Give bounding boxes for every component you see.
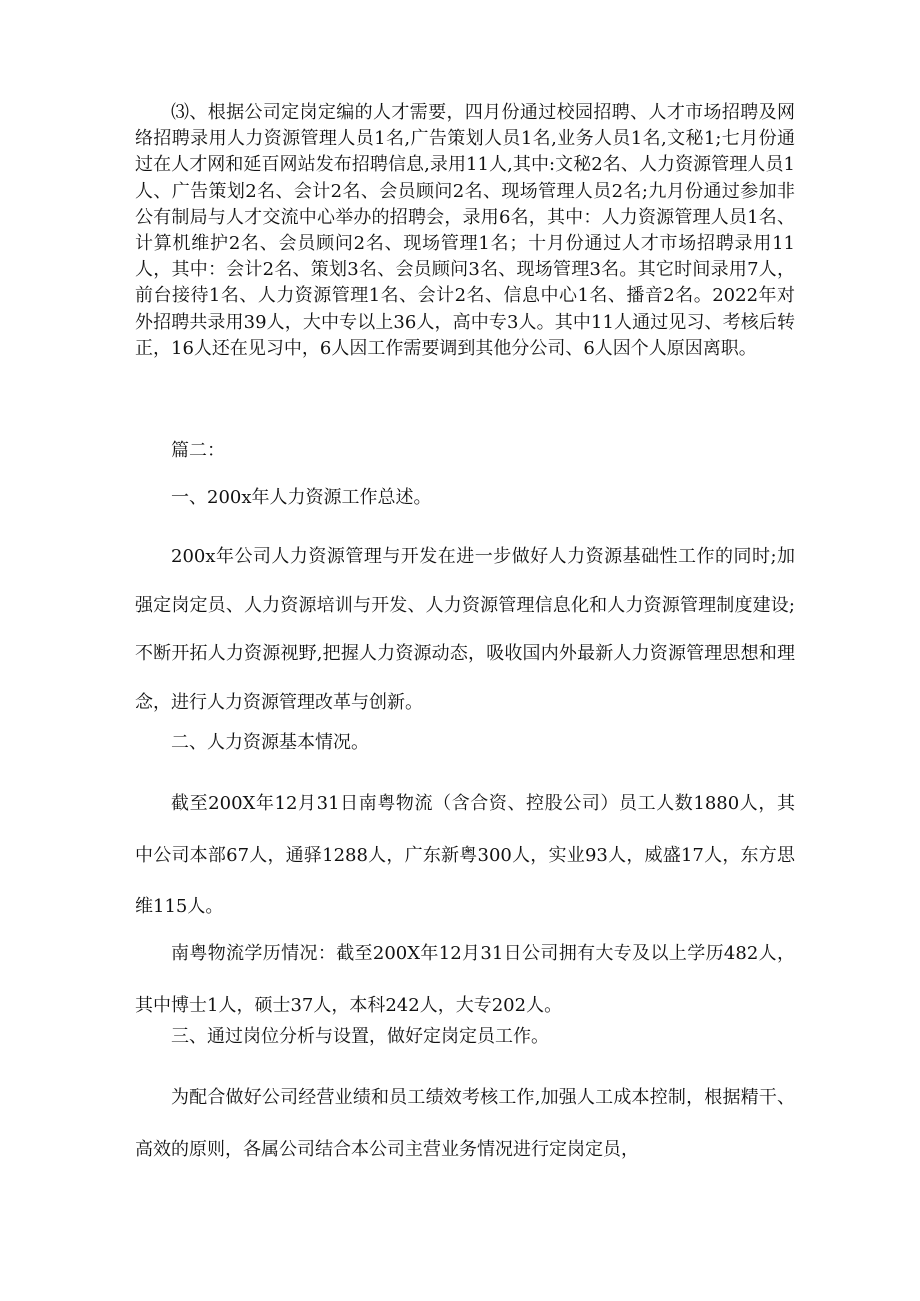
heading-hr-basic-situation: 二、人力资源基本情况。 [171, 732, 369, 753]
heading-hr-overview: 一、200x年人力资源工作总述。 [171, 487, 432, 508]
paragraph-hr-overview: 200x年公司人力资源管理与开发在进一步做好人力资源基础性工作的同时;加强定岗定员、人力资源培训与开发、人力资源管理信息化和人力资源管理制度建设;不断开拓人力资源视野,把握人力资源动态，吸收国内外最新人力资源管理思想和理念，进行人力资源管理改革与创新。 [135, 546, 795, 713]
section-label-part-two: 篇二： [171, 440, 225, 461]
heading-job-analysis: 三、通过岗位分析与设置，做好定岗定员工作。 [171, 1026, 549, 1047]
paragraph-job-analysis: 为配合做好公司经营业绩和员工绩效考核工作,加强人工成本控制，根据精干、高效的原则，各属公司结合本公司主营业务情况进行定岗定员， [135, 1087, 795, 1160]
paragraph-headcount: 截至200X年12月31日南粤物流（含合资、控股公司）员工人数1880人，其中公司本部67人，通驿1288人，广东新粤300人，实业93人，威盛17人，东方思维115人。 [135, 793, 795, 917]
paragraph-recruitment-details: ⑶、根据公司定岗定编的人才需要，四月份通过校园招聘、人才市场招聘及网络招聘录用人力资源管理人员1名,广告策划人员1名,业务人员1名,文秘1;七月份通过在人才网和延百网站发布招聘信息,录用11人,其中:文秘2名、人力资源管理人员1人、广告策划2名、会计2名、会员顾问2名、现场管理人员2名;九月份通过参加非公有制局与人才交流中心举办的招聘会，录用6名，其中：人力资源管理人员1名、计算机维护2名、会员顾问2名、现场管理1名；十月份通过人才市场招聘录用11人，其中：会计2名、策划3名、会员顾问3名、现场管理3名。其它时间录用7人，前台接待1名、人力资源管理1名、会计2名、信息中心1名、播音2名。2022年对外招聘共录用39人，大中专以上36人，高中专3人。其中11人通过见习、考核后转正，16人还在见习中，6人因工作需要调到其他分公司、6人因个人原因离职。 [135, 102, 795, 359]
paragraph-education: 南粤物流学历情况：截至200X年12月31日公司拥有大专及以上学历482人，其中博士1人，硕士37人，本科242人，大专202人。 [135, 943, 795, 1016]
